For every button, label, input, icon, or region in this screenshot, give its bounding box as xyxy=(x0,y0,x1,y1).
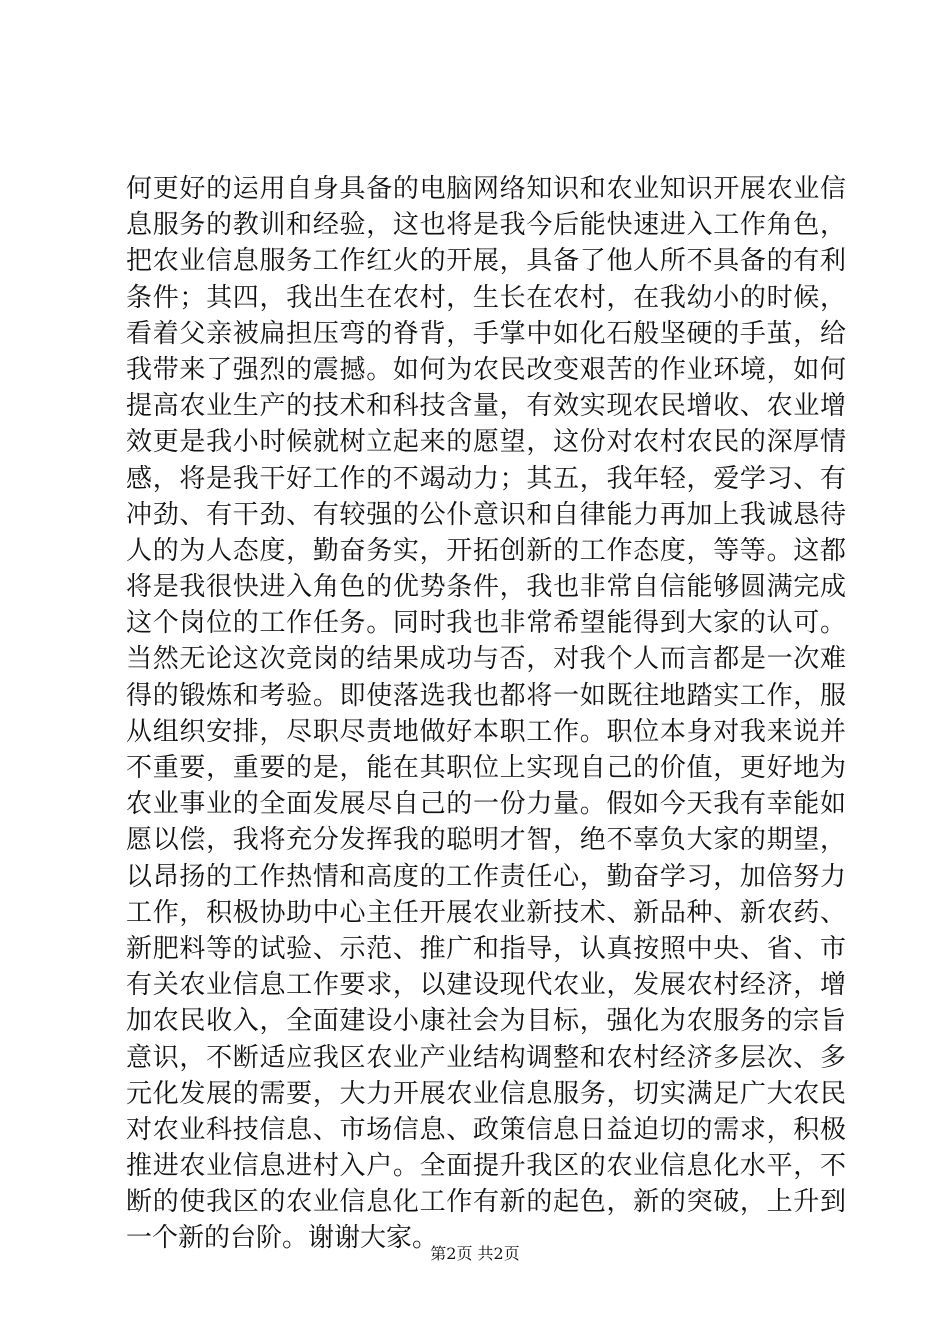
text-line: 工作，积极协助中心主任开展农业新技术、新品种、新农药、 xyxy=(126,897,846,928)
text-line-last: 一个新的台阶。谢谢大家。 xyxy=(126,1223,439,1254)
text-line: 从组织安排，尽职尽责地做好本职工作。职位本身对我来说并 xyxy=(126,716,846,747)
text-line: 何更好的运用自身具备的电脑网络知识和农业知识开展农业信 xyxy=(126,174,846,204)
text-line: 对农业科技信息、市场信息、政策信息日益迫切的需求，积极 xyxy=(126,1114,846,1145)
text-line: 断的使我区的农业信息化工作有新的起色，新的突破，上升到 xyxy=(126,1187,846,1218)
text-line: 新肥料等的试验、示范、推广和指导，认真按照中央、省、市 xyxy=(126,933,846,964)
text-line: 把农业信息服务工作红火的开展，具备了他人所不具备的有利 xyxy=(126,246,846,277)
text-line: 农业事业的全面发展尽自己的一份力量。假如今天我有幸能如 xyxy=(126,789,846,820)
text-line: 不重要，重要的是，能在其职位上实现自己的价值，更好地为 xyxy=(126,753,846,783)
text-line: 冲劲、有干劲、有较强的公仆意识和自律能力再加上我诚恳待 xyxy=(126,499,846,530)
text-line: 人的为人态度，勤奋务实，开拓创新的工作态度，等等。这都 xyxy=(126,535,846,566)
text-line: 得的锻炼和考验。即使落选我也都将一如既往地踏实工作，服 xyxy=(126,680,846,711)
text-line: 愿以偿，我将充分发挥我的聪明才智，绝不辜负大家的期望， xyxy=(126,825,846,856)
body-text xyxy=(126,171,846,1257)
text-line: 元化发展的需要，大力开展农业信息服务，切实满足广大农民 xyxy=(126,1078,846,1109)
page-footer: 第2页 共2页 xyxy=(430,1244,520,1263)
text-line: 以昂扬的工作热情和高度的工作责任心，勤奋学习，加倍努力 xyxy=(126,861,846,892)
text-line: 加农民收入，全面建设小康社会为目标，强化为农服务的宗旨 xyxy=(126,1006,846,1037)
text-line: 推进农业信息进村入户。全面提升我区的农业信息化水平，不 xyxy=(126,1151,846,1182)
text-line: 效更是我小时候就树立起来的愿望，这份对农村农民的深厚情 xyxy=(126,427,846,458)
text-line: 这个岗位的工作任务。同时我也非常希望能得到大家的认可。 xyxy=(126,608,846,639)
text-line: 息服务的教训和经验，这也将是我今后能快速进入工作角色， xyxy=(126,210,846,241)
text-line: 当然无论这次竞岗的结果成功与否，对我个人而言都是一次难 xyxy=(126,644,846,675)
text-line: 提高农业生产的技术和科技含量，有效实现农民增收、农业增 xyxy=(126,391,846,422)
text-line: 意识，不断适应我区农业产业结构调整和农村经济多层次、多 xyxy=(126,1042,846,1073)
text-line: 条件；其四，我出生在农村，生长在农村，在我幼小的时候， xyxy=(126,282,846,313)
text-line: 看着父亲被扁担压弯的脊背，手掌中如化石般坚硬的手茧，给 xyxy=(126,318,846,349)
text-line: 感，将是我干好工作的不竭动力；其五，我年轻，爱学习、有 xyxy=(126,463,846,494)
text-line: 我带来了强烈的震撼。如何为农民改变艰苦的作业环境，如何 xyxy=(126,354,846,385)
text-line: 将是我很快进入角色的优势条件，我也非常自信能够圆满完成 xyxy=(126,572,846,603)
text-line: 有关农业信息工作要求，以建设现代农业，发展农村经济，增 xyxy=(126,970,846,1001)
